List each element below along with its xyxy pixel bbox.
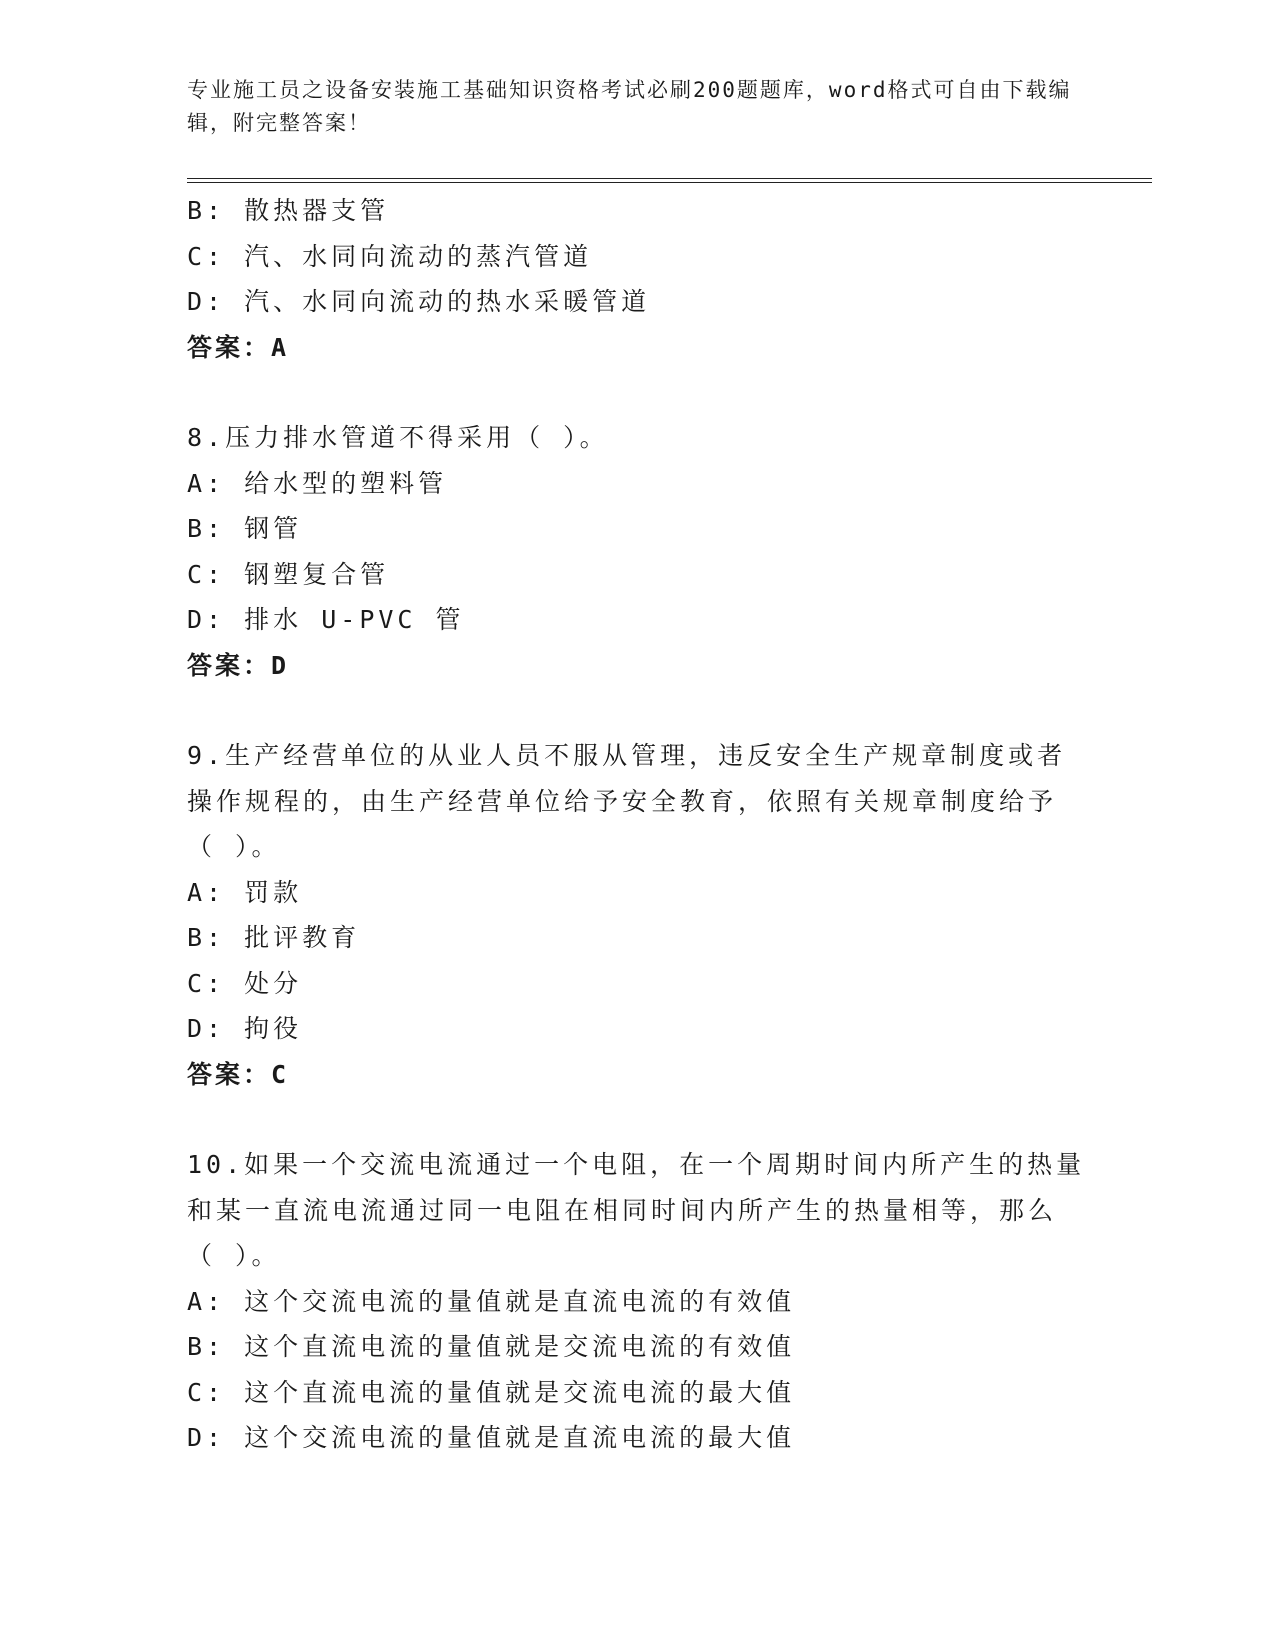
question-block-10 [187, 1142, 1086, 1461]
answer-line: 答案：D [187, 650, 290, 680]
question-text-line-2: 操作规程的，由生产经营单位给予安全教育，依照有关规章制度给予 [187, 786, 1058, 816]
question-block-prev [187, 188, 1067, 370]
option-b: B: 钢管 [187, 514, 303, 543]
option-d: D: 这个交流电流的量值就是直流电流的最大值 [187, 1423, 796, 1452]
header-divider-thick [187, 182, 1152, 183]
spacer [187, 688, 1067, 733]
page-header [187, 74, 1077, 140]
question-text-line-3: （ ）。 [187, 832, 281, 861]
answer-line: 答案：C [187, 1059, 290, 1089]
question-text-line-2: 和某一直流电流通过同一电阻在相同时间内所产生的热量相等，那么 [187, 1195, 1058, 1225]
question-text-line-1: 10.如果一个交流电流通过一个电阻，在一个周期时间内所产生的热量 [187, 1150, 1086, 1179]
answer-line: 答案：A [187, 332, 290, 362]
option-c: C: 这个直流电流的量值就是交流电流的最大值 [187, 1377, 796, 1407]
question-text-line-3: （ ）。 [187, 1241, 281, 1270]
question-text-line-1: 9.生产经营单位的从业人员不服从管理，违反安全生产规章制度或者 [187, 741, 1067, 770]
spacer [187, 1097, 1067, 1142]
option-d: D: 拘役 [187, 1014, 303, 1043]
header-title: 专业施工员之设备安装施工基础知识资格考试必刷200题题库，word格式可自由下载编辑，附完整答案！ [187, 78, 1072, 135]
option-d: D: 排水 U-PVC 管 [187, 605, 465, 634]
spacer [187, 370, 1067, 415]
option-a: A: 给水型的塑料管 [187, 468, 448, 498]
header-divider [187, 178, 1152, 179]
option-a: A: 这个交流电流的量值就是直流电流的有效值 [187, 1286, 796, 1316]
option-a: A: 罚款 [187, 877, 303, 907]
option-b: B: 批评教育 [187, 923, 361, 952]
option-b: B: 散热器支管 [187, 196, 390, 225]
question-list [187, 188, 1086, 1461]
question-block-9 [187, 733, 1067, 1097]
option-c: C: 处分 [187, 968, 303, 998]
question-text: 8.压力排水管道不得采用（ ）。 [187, 423, 609, 452]
question-block-8 [187, 415, 1067, 688]
option-c: C: 汽、水同向流动的蒸汽管道 [187, 241, 593, 271]
option-b: B: 这个直流电流的量值就是交流电流的有效值 [187, 1332, 796, 1361]
option-d: D: 汽、水同向流动的热水采暖管道 [187, 287, 651, 316]
option-c: C: 钢塑复合管 [187, 559, 390, 589]
